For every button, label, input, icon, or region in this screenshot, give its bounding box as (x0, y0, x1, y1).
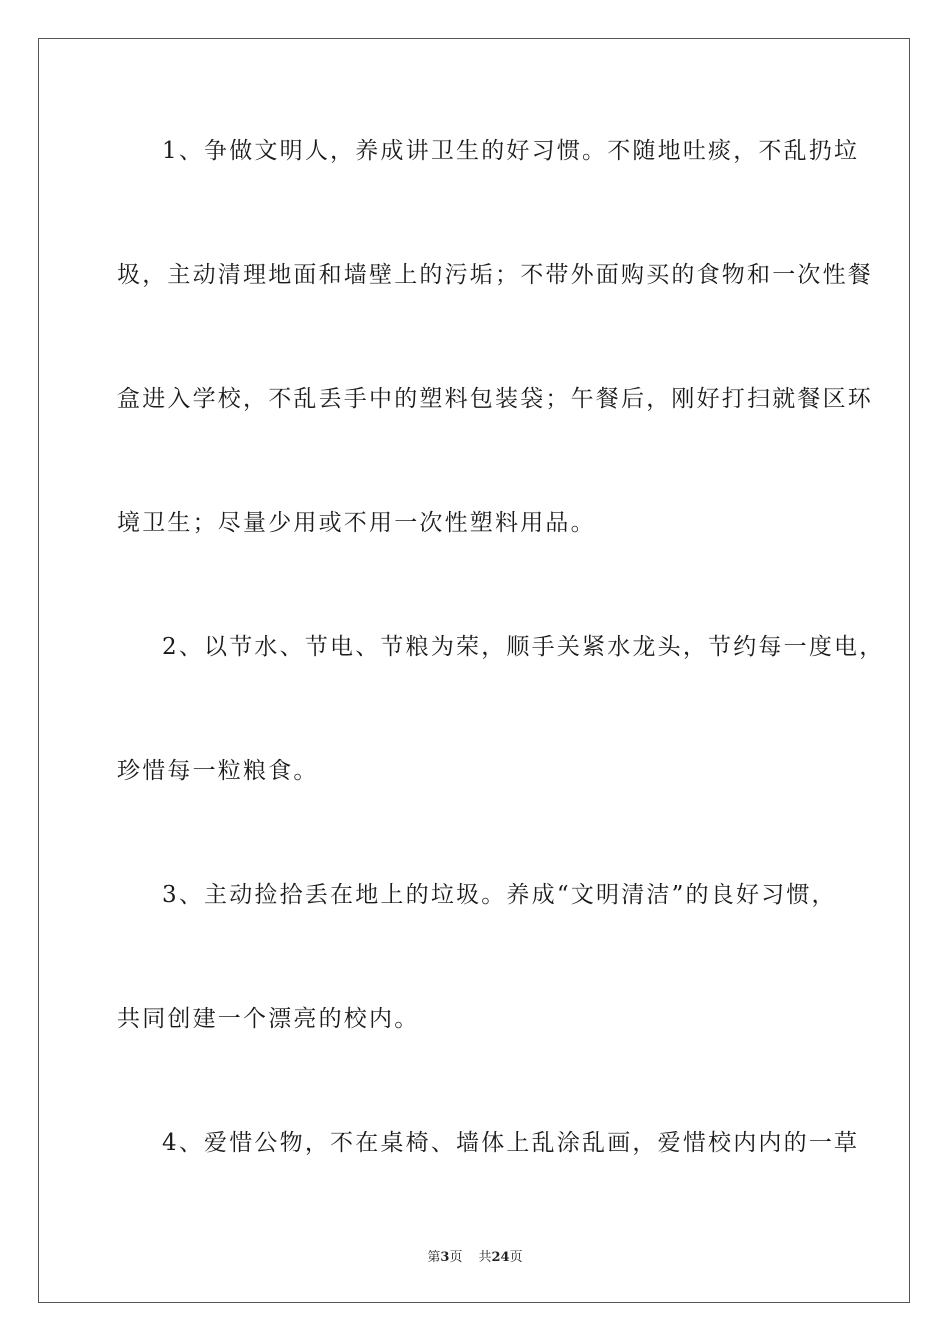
footer-total-pages: 24 (491, 1250, 510, 1265)
paragraph-1-line-3: 盒进入学校，不乱丢手中的塑料包装袋；午餐后，刚好打扫就餐区环 (117, 386, 873, 412)
footer-total-suffix: 页 (509, 1250, 523, 1265)
footer-page-number: 3 (440, 1250, 450, 1265)
footer-page-suffix: 页 (449, 1250, 463, 1265)
paragraph-4-line-1: 4、爱惜公物，不在桌椅、墙体上乱涂乱画，爱惜校内内的一草 (162, 1130, 860, 1156)
footer-prefix: 第 (427, 1250, 441, 1265)
paragraph-1-line-4: 境卫生；尽量少用或不用一次性塑料用品。 (117, 510, 596, 536)
footer-total-prefix: 共 (478, 1250, 492, 1265)
paragraph-1-line-2: 圾，主动清理地面和墙壁上的污垢；不带外面购买的食物和一次性餐 (117, 262, 873, 288)
paragraph-3-line-1: 3、主动捡拾丢在地上的垃圾。养成“文明清洁”的良好习惯， (162, 882, 837, 908)
paragraph-2-line-2: 珍惜每一粒粮食。 (117, 758, 319, 784)
page-border (38, 38, 910, 1303)
page-footer (0, 1246, 950, 1265)
paragraph-1-line-1: 1、争做文明人，养成讲卫生的好习惯。不随地吐痰，不乱扔垃 (162, 138, 860, 164)
paragraph-3-line-2: 共同创建一个漂亮的校内。 (117, 1006, 420, 1032)
paragraph-2-line-1: 2、以节水、节电、节粮为荣，顺手关紧水龙头，节约每一度电， (162, 634, 885, 660)
